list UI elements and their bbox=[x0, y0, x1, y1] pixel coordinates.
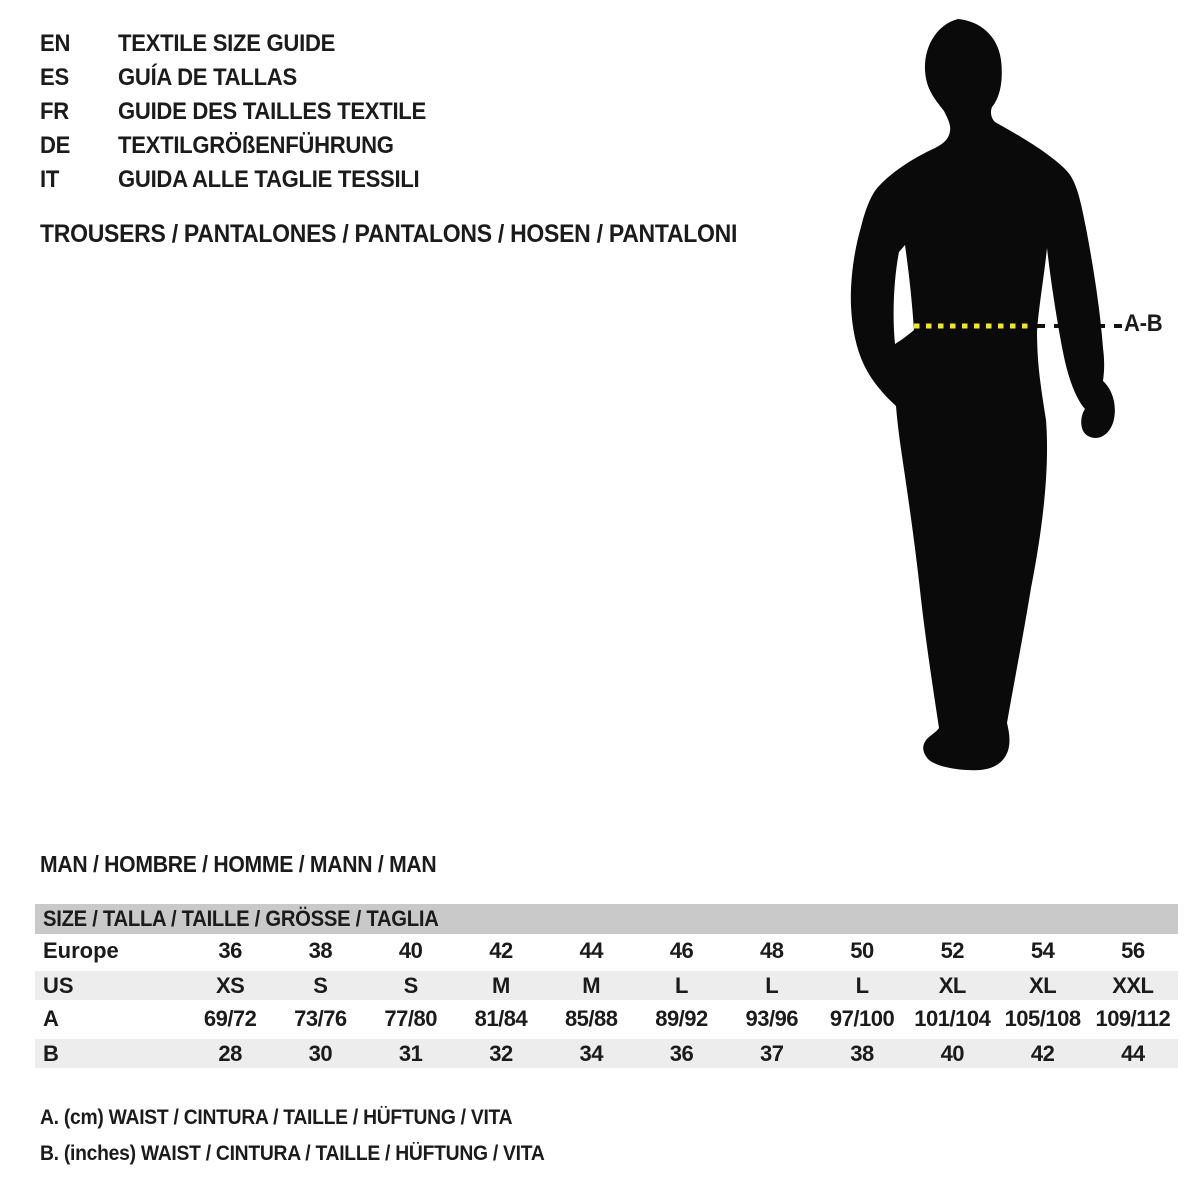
lang-label: GUIDE DES TAILLES TEXTILE bbox=[118, 98, 426, 125]
category-title: TROUSERS / PANTALONES / PANTALONS / HOSEN / PANTALONI bbox=[40, 220, 738, 248]
lang-code: IT bbox=[40, 166, 60, 193]
size-cell: 37 bbox=[760, 1040, 784, 1066]
size-cell: 77/80 bbox=[384, 1006, 437, 1031]
size-cell: 40 bbox=[940, 1040, 965, 1066]
lang-code: DE bbox=[40, 132, 71, 159]
footnote-b: B. (inches) WAIST / CINTURA / TAILLE / HÜFTUNG / VITA bbox=[40, 1142, 545, 1165]
lang-row-fr bbox=[40, 95, 453, 129]
lang-label: TEXTILE SIZE GUIDE bbox=[118, 30, 336, 57]
size-cell: 69/72 bbox=[203, 1006, 257, 1031]
size-row-label: B bbox=[43, 1040, 59, 1066]
size-cell: S bbox=[313, 972, 328, 998]
size-row-label: A bbox=[43, 1006, 59, 1031]
size-cell: 101/104 bbox=[914, 1006, 991, 1031]
size-cell: XXL bbox=[1112, 972, 1154, 998]
size-cell: 89/92 bbox=[655, 1006, 708, 1031]
size-cell: 97/100 bbox=[829, 1006, 895, 1031]
size-cell: 44 bbox=[1121, 1040, 1145, 1066]
lang-row-de bbox=[40, 129, 453, 163]
size-cell: 52 bbox=[940, 938, 965, 963]
measure-label: A-B bbox=[1124, 310, 1163, 337]
lang-row-en bbox=[40, 27, 453, 61]
size-cell: 34 bbox=[579, 1040, 603, 1066]
size-cell: 38 bbox=[308, 938, 333, 963]
size-cell: 93/96 bbox=[745, 1006, 799, 1031]
man-silhouette bbox=[840, 10, 1170, 780]
size-cell: 56 bbox=[1121, 938, 1145, 963]
lang-label: TEXTILGRÖßENFÜHRUNG bbox=[118, 132, 394, 159]
size-cell: 105/108 bbox=[1004, 1006, 1081, 1031]
section-title: MAN / HOMBRE / HOMME / MANN / MAN bbox=[40, 851, 437, 877]
size-cell: L bbox=[765, 972, 779, 998]
lang-label: GUÍA DE TALLAS bbox=[118, 64, 297, 91]
size-cell: 85/88 bbox=[564, 1006, 618, 1031]
size-cell: XL bbox=[938, 972, 966, 998]
table-row-us bbox=[35, 968, 1178, 1002]
size-cell: 73/76 bbox=[294, 1006, 347, 1031]
size-cell: 44 bbox=[579, 938, 603, 963]
size-cell: 109/112 bbox=[1095, 1006, 1171, 1031]
size-cell: 81/84 bbox=[474, 1006, 528, 1031]
table-row-a-cm bbox=[35, 1002, 1178, 1036]
size-row-label: Europe bbox=[43, 938, 119, 963]
size-cell: 50 bbox=[850, 938, 874, 963]
size-cell: 38 bbox=[850, 1040, 874, 1066]
lang-code: EN bbox=[40, 30, 71, 57]
size-cell: 42 bbox=[1030, 1040, 1055, 1066]
lang-code: FR bbox=[40, 98, 69, 125]
size-table bbox=[35, 904, 1178, 1070]
lang-row-es bbox=[40, 61, 453, 95]
size-cell: XL bbox=[1029, 972, 1057, 998]
lang-label: GUIDA ALLE TAGLIE TESSILI bbox=[118, 166, 420, 193]
language-list bbox=[40, 27, 453, 197]
size-cell: 46 bbox=[669, 938, 694, 963]
measurement-footnotes bbox=[40, 1100, 588, 1172]
size-cell: 40 bbox=[398, 938, 423, 963]
size-row-label: US bbox=[43, 972, 74, 998]
size-cell: S bbox=[403, 972, 418, 998]
size-cell: M bbox=[582, 972, 601, 998]
size-cell: 42 bbox=[489, 938, 513, 963]
size-cell: M bbox=[492, 972, 510, 998]
size-cell: XS bbox=[215, 972, 245, 998]
table-row-b-inches bbox=[35, 1036, 1178, 1070]
lang-code: ES bbox=[40, 64, 69, 91]
lang-row-it bbox=[40, 163, 453, 197]
size-cell: 36 bbox=[218, 938, 242, 963]
size-cell: 28 bbox=[218, 1040, 242, 1066]
size-table-header: SIZE / TALLA / TAILLE / GRÖSSE / TAGLIA bbox=[35, 904, 1178, 934]
size-cell: L bbox=[855, 972, 869, 998]
size-cell: 54 bbox=[1030, 938, 1055, 963]
size-cell: 30 bbox=[308, 1040, 333, 1066]
size-cell: 48 bbox=[760, 938, 784, 963]
size-cell: 36 bbox=[669, 1040, 694, 1066]
table-row-europe bbox=[35, 934, 1178, 968]
size-cell: 32 bbox=[489, 1040, 513, 1066]
size-cell: 31 bbox=[398, 1040, 423, 1066]
size-cell: L bbox=[675, 972, 688, 998]
footnote-a: A. (cm) WAIST / CINTURA / TAILLE / HÜFTUNG / VITA bbox=[40, 1106, 513, 1129]
